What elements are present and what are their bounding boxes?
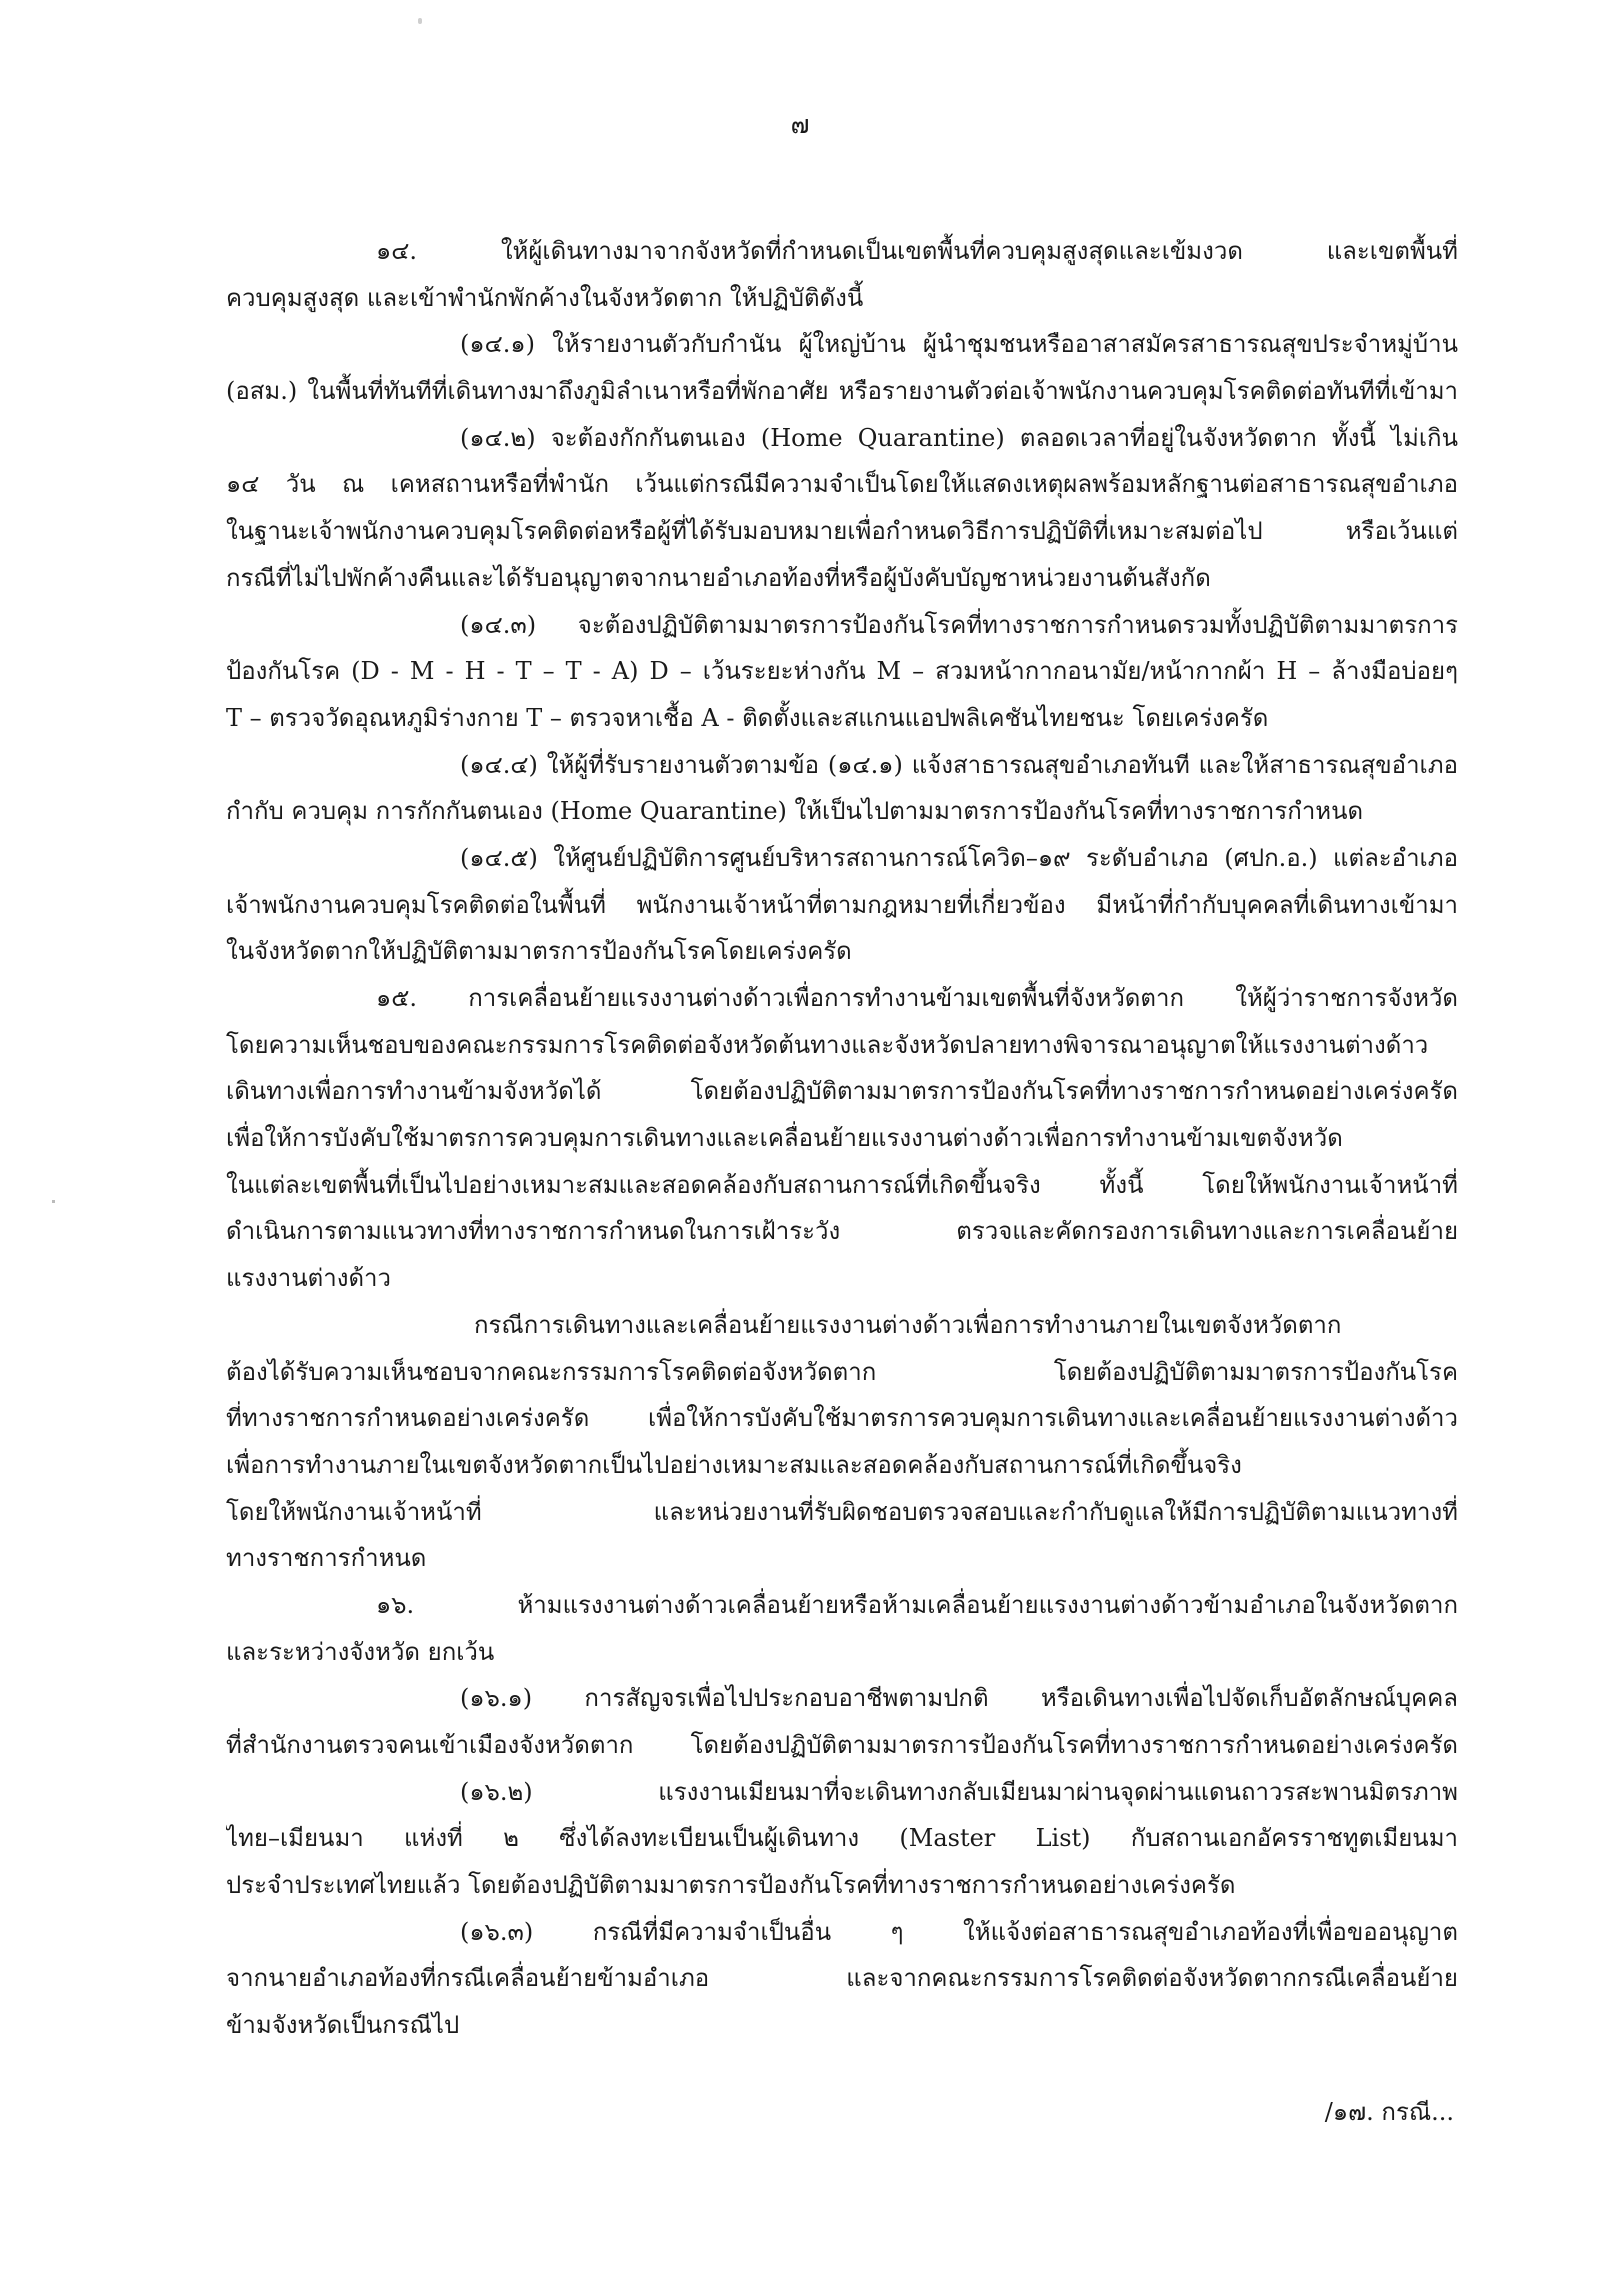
text-line: โดยความเห็นชอบของคณะกรรมการโรคติดต่อจังหวัดต้นทางและจังหวัดปลายทางพิจารณาอนุญาตให้แรงงานต่างด้าว — [226, 1030, 1429, 1059]
scan-speck — [52, 1200, 55, 1203]
text-line: ๑๔. ให้ผู้เดินทางมาจากจังหวัดที่กำหนดเป็นเขตพื้นที่ควบคุมสูงสุดและเข้มงวด และเขตพื้นที่ — [376, 237, 1458, 265]
text-line: ในฐานะเจ้าพนักงานควบคุมโรคติดต่อหรือผู้ที่ได้รับมอบหมายเพื่อกำหนดวิธีการปฏิบัติที่เหมาะสมต่อไป หรือเว้นแต่ — [226, 517, 1458, 546]
text-line: ดำเนินการตามแนวทางที่ทางราชการกำหนดในการเฝ้าระวัง ตรวจและคัดกรองการเดินทางและการเคลื่อนย้าย — [226, 1217, 1458, 1246]
text-line: ๑๕. การเคลื่อนย้ายแรงงานต่างด้าวเพื่อการทำงานข้ามเขตพื้นที่จังหวัดตาก ให้ผู้ว่าราชการจังหวัด — [376, 984, 1458, 1012]
text-line: ที่ทางราชการกำหนดอย่างเคร่งครัด เพื่อให้การบังคับใช้มาตรการควบคุมการเดินทางและเคลื่อนย้ายแรงงานต่างด้าว — [226, 1404, 1458, 1433]
page-number: ๗ — [790, 110, 810, 139]
text-line: ในจังหวัดตากให้ปฏิบัติตามมาตรการป้องกันโรคโดยเคร่งครัด — [226, 937, 852, 966]
text-line: (๑๔.๓) จะต้องปฏิบัติตามมาตรการป้องกันโรคที่ทางราชการกำหนดรวมทั้งปฏิบัติตามมาตรการ — [460, 610, 1458, 639]
text-line: (๑๖.๑) การสัญจรเพื่อไปประกอบอาชีพตามปกติ หรือเดินทางเพื่อไปจัดเก็บอัตลักษณ์บุคคล — [460, 1684, 1458, 1713]
text-line: ๑๔ วัน ณ เคหสถานหรือที่พำนัก เว้นแต่กรณีมีความจำเป็นโดยให้แสดงเหตุผลพร้อมหลักฐานต่อสาธารณสุขอำเภอ — [226, 470, 1458, 499]
text-line: ในแต่ละเขตพื้นที่เป็นไปอย่างเหมาะสมและสอดคล้องกับสถานการณ์ที่เกิดขึ้นจริง ทั้งนี้ โดยให้พนักงานเจ้าหน้าที่ — [226, 1170, 1458, 1199]
text-line: เจ้าพนักงานควบคุมโรคติดต่อในพื้นที่ พนักงานเจ้าหน้าที่ตามกฎหมายที่เกี่ยวข้อง มีหน้าที่กำกับบุคคลที่เดินทางเข้ามา — [226, 890, 1458, 919]
text-line: ๑๖. ห้ามแรงงานต่างด้าวเคลื่อนย้ายหรือห้ามเคลื่อนย้ายแรงงานต่างด้าวข้ามอำเภอในจังหวัดตาก — [376, 1590, 1458, 1619]
text-line: เพื่อให้การบังคับใช้มาตรการควบคุมการเดินทางและเคลื่อนย้ายแรงงานต่างด้าวเพื่อการทำงานข้ามเขตจังหวัด — [226, 1124, 1343, 1153]
text-line: กำกับ ควบคุม การกักกันตนเอง (Home Quarantine) ให้เป็นไปตามมาตรการป้องกันโรคที่ทางราชการกำหนด — [226, 797, 1364, 826]
text-line: ป้องกันโรค (D - M - H - T – T - A) D – เว้นระยะห่างกัน M – สวมหน้ากากอนามัย/หน้ากากผ้า H – ล้างมือบ่อยๆ — [226, 657, 1458, 686]
continuation-marker: /๑๗. กรณี... — [1324, 2098, 1454, 2126]
scan-speck — [418, 18, 422, 24]
text-line: และระหว่างจังหวัด ยกเว้น — [226, 1637, 495, 1666]
text-line: (๑๔.๔) ให้ผู้ที่รับรายงานตัวตามข้อ (๑๔.๑) แจ้งสาธารณสุขอำเภอทันที และให้สาธารณสุขอำเภอ — [460, 750, 1458, 779]
text-line: ต้องได้รับความเห็นชอบจากคณะกรรมการโรคติดต่อจังหวัดตาก โดยต้องปฏิบัติตามมาตรการป้องกันโรค — [226, 1357, 1458, 1386]
text-line: (๑๖.๓) กรณีที่มีความจำเป็นอื่น ๆ ให้แจ้งต่อสาธารณสุขอำเภอท้องที่เพื่อขออนุญาต — [460, 1917, 1458, 1946]
text-line: ประจำประเทศไทยแล้ว โดยต้องปฏิบัติตามมาตรการป้องกันโรคที่ทางราชการกำหนดอย่างเคร่งครัด — [226, 1871, 1236, 1900]
text-line: (๑๔.๒) จะต้องกักกันตนเอง (Home Quarantine) ตลอดเวลาที่อยู่ในจังหวัดตาก ทั้งนี้ ไม่เกิน — [460, 423, 1458, 452]
text-line: โดยให้พนักงานเจ้าหน้าที่ และหน่วยงานที่รับผิดชอบตรวจสอบและกำกับดูแลให้มีการปฏิบัติตามแนวทางที่ — [226, 1497, 1458, 1526]
text-line: ข้ามจังหวัดเป็นกรณีไป — [226, 2011, 460, 2040]
text-line: ทางราชการกำหนด — [226, 1544, 427, 1573]
text-line: กรณีที่ไม่ไปพักค้างคืนและได้รับอนุญาตจากนายอำเภอท้องที่หรือผู้บังคับบัญชาหน่วยงานต้นสังกัด — [226, 563, 1211, 592]
text-line: แรงงานต่างด้าว — [226, 1264, 391, 1293]
text-line: เพื่อการทำงานภายในเขตจังหวัดตากเป็นไปอย่างเหมาะสมและสอดคล้องกับสถานการณ์ที่เกิดขึ้นจริง — [226, 1450, 1242, 1479]
document-body — [226, 228, 1458, 2049]
text-line: กรณีการเดินทางและเคลื่อนย้ายแรงงานต่างด้าวเพื่อการทำงานภายในเขตจังหวัดตาก — [474, 1310, 1342, 1339]
text-line: ไทย–เมียนมา แห่งที่ ๒ ซึ่งได้ลงทะเบียนเป็นผู้เดินทาง (Master List) กับสถานเอกอัครราชทูตเมียนมา — [226, 1824, 1458, 1853]
text-line: เดินทางเพื่อการทำงานข้ามจังหวัดได้ โดยต้องปฏิบัติตามมาตรการป้องกันโรคที่ทางราชการกำหนดอย่างเคร่งครัด — [226, 1077, 1458, 1106]
text-line: (อสม.) ในพื้นที่ทันทีที่เดินทางมาถึงภูมิลำเนาหรือที่พักอาศัย หรือรายงานตัวต่อเจ้าพนักงานควบคุมโรคติดต่อทันทีที่เข้ามา — [226, 377, 1458, 406]
text-line: ที่สำนักงานตรวจคนเข้าเมืองจังหวัดตาก โดยต้องปฏิบัติตามมาตรการป้องกันโรคที่ทางราชการกำหนดอย่างเคร่งครัด — [226, 1731, 1458, 1759]
text-line: T – ตรวจวัดอุณหภูมิร่างกาย T – ตรวจหาเชื้อ A - ติดตั้งและสแกนแอปพลิเคชันไทยชนะ โดยเคร่งครัด — [226, 703, 1269, 732]
text-line: ควบคุมสูงสุด และเข้าพำนักพักค้างในจังหวัดตาก ให้ปฏิบัติดังนี้ — [226, 283, 864, 312]
text-line: (๑๔.๑) ให้รายงานตัวกับกำนัน ผู้ใหญ่บ้าน ผู้นำชุมชนหรืออาสาสมัครสาธารณสุขประจำหมู่บ้าน — [460, 330, 1458, 359]
text-line: (๑๔.๕) ให้ศูนย์ปฏิบัติการศูนย์บริหารสถานการณ์โควิด–๑๙ ระดับอำเภอ (ศปก.อ.) แต่ละอำเภอ — [460, 843, 1458, 872]
text-line: (๑๖.๒) แรงงานเมียนมาที่จะเดินทางกลับเมียนมาผ่านจุดผ่านแดนถาวรสะพานมิตรภาพ — [460, 1777, 1458, 1806]
text-line: จากนายอำเภอท้องที่กรณีเคลื่อนย้ายข้ามอำเภอ และจากคณะกรรมการโรคติดต่อจังหวัดตากกรณีเคลื่อนย้าย — [226, 1964, 1458, 1993]
